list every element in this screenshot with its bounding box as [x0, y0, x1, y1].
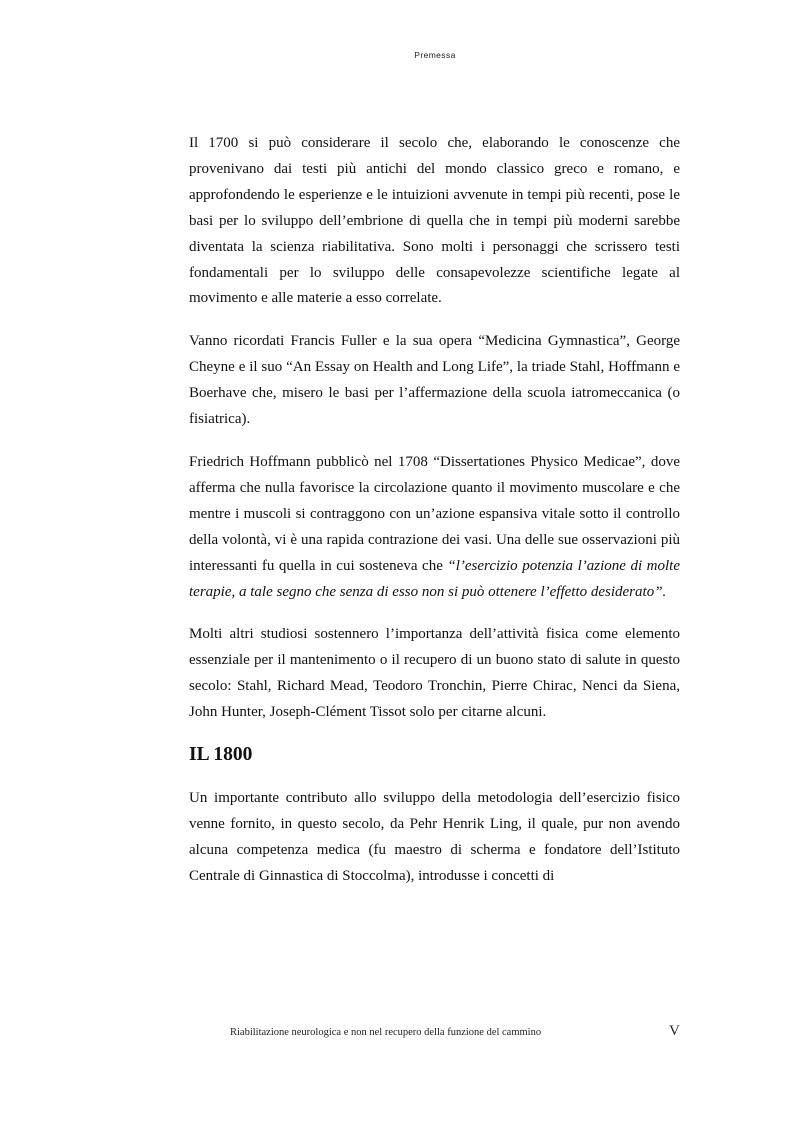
section-heading-1800: IL 1800 [189, 744, 253, 766]
paragraph-other-scholars: Molti altri studiosi sostennero l’importanza dell’attività fisica come elemento essenziale per il mantenimento o il recupero di un buono stato di salute in questo secolo: Stahl, Richard Mead, Teodoro Tronchin, Pierre Chirac, Nenci da Siena, John Hunter, Joseph-Clément Tissot solo per citarne alcuni. [189, 626, 680, 721]
running-footer: Riabilitazione neurologica e non nel recupero della funzione del cammino [230, 1027, 542, 1038]
hoffmann-quote: “l’esercizio potenzia l’azione di molte terapie, a tale segno che senza di esso non si può ottenere l’effetto desiderato”. [189, 557, 680, 600]
document-body [189, 131, 680, 907]
paragraph-fuller-cheyne: Vanno ricordati Francis Fuller e la sua opera “Medicina Gymnastica”, George Cheyne e il suo “An Essay on Health and Long Life”, la triade Stahl, Hoffmann e Boerhave che, misero le basi per l’affermazione della scuola iatromeccanica (o fisiatrica). [189, 333, 680, 428]
paragraph-hoffmann [189, 450, 680, 605]
paragraph-ling: Un importante contributo allo sviluppo della metodologia dell’esercizio fisico venne fornito, in questo secolo, da Pehr Henrik Ling, il quale, pur non avendo alcuna competenza medica (fu maestro di scherma e fondatore dell’Istituto Centrale di Ginnastica di Stoccolma), introdusse i concetti di [189, 790, 680, 884]
hoffmann-text: Friedrich Hoffmann pubblicò nel 1708 “Dissertationes Physico Medicae”, dove afferma che nulla favorisce la circolazione quanto il movimento muscolare e che mentre i muscoli si contraggono con un’azione espansiva vitale sotto il controllo della volontà, vi è una rapida contrazione dei vasi. Una delle sue osservazioni più interessanti fu quella in cui sosteneva che [189, 453, 680, 574]
running-header: Premessa [414, 50, 456, 60]
paragraph-1700-intro: Il 1700 si può considerare il secolo che, elaborando le conoscenze che provenivano dai testi più antichi del mondo classico greco e romano, e approfondendo le esperienze e le intuizioni avvenute in tempi più recenti, pose le basi per lo sviluppo dell’embrione di quella che in tempi più moderni sarebbe diventata la scienza riabilitativa. Sono molti i personaggi che scrissero testi fondamentali per lo sviluppo delle consapevolezze scientifiche legate al movimento e alle materie a esso correlate. [189, 135, 680, 307]
page-number: V [669, 1023, 680, 1039]
